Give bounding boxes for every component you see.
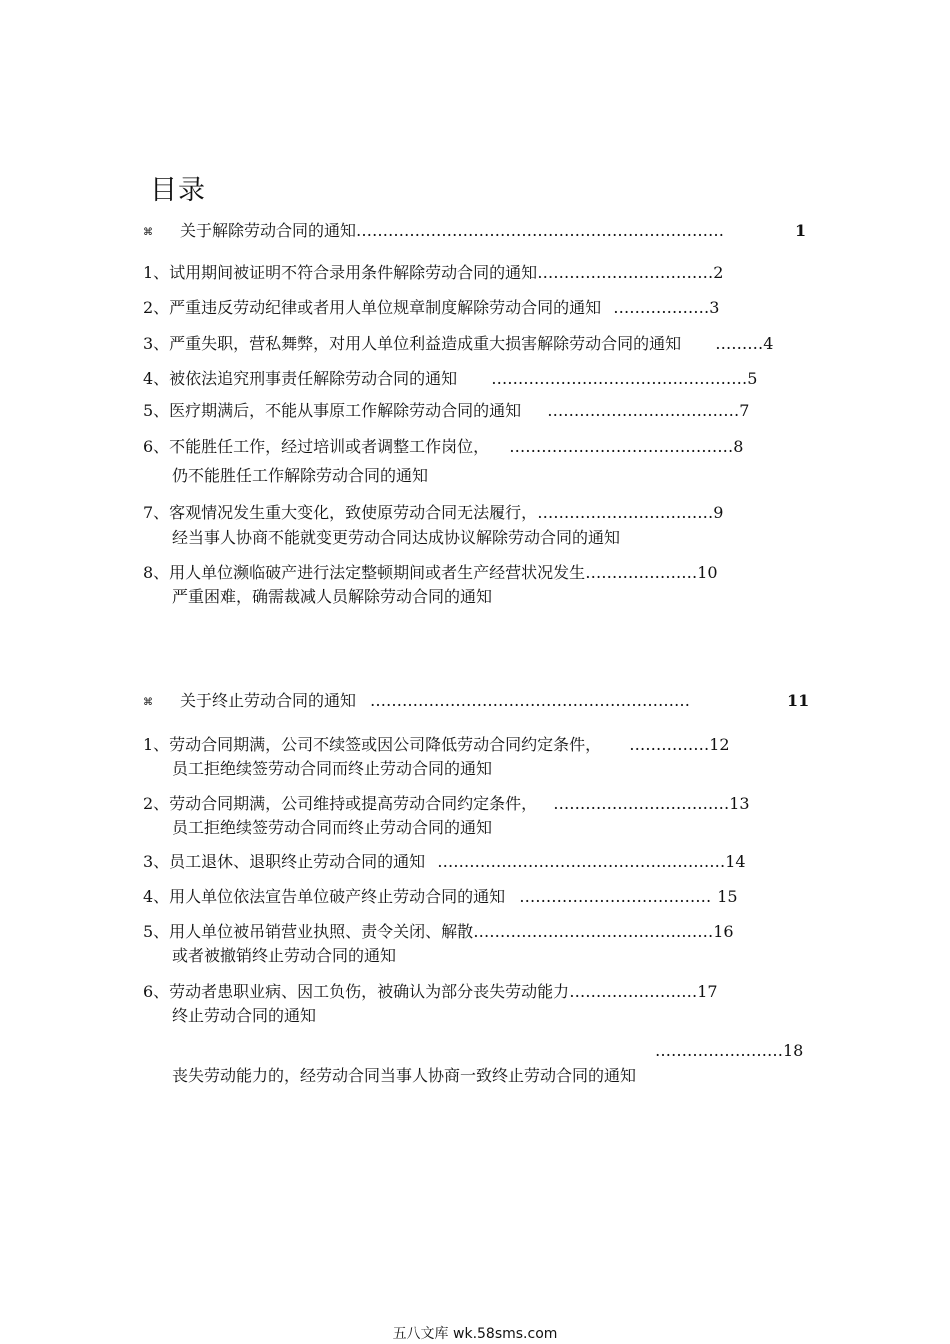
entry-leader: ………………… [585, 563, 698, 582]
section-2-page: 11 [787, 691, 810, 710]
entry-page: 4 [763, 334, 774, 353]
entry-leader: ……………………………………… [473, 922, 714, 941]
toc-entry-2-6[interactable] [143, 981, 718, 1003]
toc-entry-1-6-cont[interactable]: 仍不能胜任工作解除劳动合同的通知 [172, 466, 429, 485]
entry-text: 4、被依法追究刑事责任解除劳动合同的通知 [143, 369, 458, 388]
entry-page: 15 [717, 887, 738, 906]
entry-leader: ……… [715, 334, 764, 353]
section-2-bullet-icon: ⌘ [143, 697, 153, 708]
entry-text: 7、客观情况发生重大变化，致使原劳动合同无法履行， [143, 503, 538, 522]
entry-text: 3、员工退休、退职终止劳动合同的通知 [143, 852, 426, 871]
entry-page: 8 [733, 437, 744, 456]
toc-entry-1-7[interactable] [143, 502, 723, 524]
section-2-label: 关于终止劳动合同的通知 [180, 691, 357, 710]
entry-leader: …………………… [655, 1041, 783, 1060]
entry-page: 14 [725, 852, 746, 871]
entry-text: 6、劳动者患职业病、因工负伤，被确认为部分丧失劳动能力 [143, 982, 570, 1001]
footer-watermark: 五八文库 wk.58sms.com [392, 1326, 558, 1342]
entry-leader: ………………………………………… [491, 369, 748, 388]
toc-entry-2-3[interactable] [143, 851, 746, 873]
entry-page: 3 [709, 298, 720, 317]
entry-page: 13 [729, 794, 750, 813]
section-2-leader: …………………………………………………… [370, 691, 691, 710]
entry-page: 12 [709, 735, 730, 754]
entry-text: 8、用人单位濒临破产进行法定整顿期间或者生产经营状况发生 [143, 563, 586, 582]
section-1-leader: …………………………………………………………… [356, 221, 725, 240]
toc-entry-1-4[interactable] [143, 368, 757, 390]
entry-page: 7 [739, 401, 750, 420]
entry-page: 10 [697, 563, 718, 582]
section-1-label: 关于解除劳动合同的通知 [180, 221, 357, 240]
entry-leader: …………………………… [553, 794, 730, 813]
entry-leader: ……………………………… [519, 887, 712, 906]
entry-text: 1、试用期间被证明不符合录用条件解除劳动合同的通知 [143, 263, 538, 282]
toc-entry-1-5[interactable] [143, 400, 749, 422]
section-1-bullet-icon: ⌘ [143, 227, 153, 238]
toc-entry-2-2[interactable] [143, 793, 750, 815]
toc-title: 目录 [150, 175, 206, 206]
entry-leader: ……………… [613, 298, 710, 317]
toc-entry-2-4[interactable] [143, 886, 738, 908]
toc-entry-2-1-cont[interactable]: 员工拒绝续签劳动合同而终止劳动合同的通知 [172, 759, 493, 778]
section-2-title[interactable] [180, 690, 690, 712]
toc-entry-2-7[interactable] [655, 1040, 803, 1062]
entry-text: 5、用人单位被吊销营业执照、责令关闭、解散 [143, 922, 474, 941]
entry-text: 4、用人单位依法宣告单位破产终止劳动合同的通知 [143, 887, 506, 906]
entry-text: 2、严重违反劳动纪律或者用人单位规章制度解除劳动合同的通知 [143, 298, 602, 317]
entry-page: 18 [783, 1041, 804, 1060]
toc-entry-1-6[interactable] [143, 436, 743, 458]
toc-entry-2-7-cont[interactable]: 丧失劳动能力的，经劳动合同当事人协商一致终止劳动合同的通知 [172, 1066, 637, 1085]
section-1-title[interactable] [180, 220, 724, 242]
toc-entry-1-2[interactable] [143, 297, 719, 319]
section-1-page: 1 [795, 221, 807, 240]
entry-leader: …………………………… [537, 263, 714, 282]
entry-page: 5 [747, 369, 758, 388]
entry-text: 2、劳动合同期满，公司维持或提高劳动合同约定条件， [143, 794, 538, 813]
entry-text: 5、医疗期满后，不能从事原工作解除劳动合同的通知 [143, 401, 522, 420]
entry-page: 17 [697, 982, 718, 1001]
toc-entry-1-1[interactable] [143, 262, 723, 284]
entry-leader: …………………… [569, 982, 698, 1001]
entry-text: 3、严重失职，营私舞弊，对用人单位利益造成重大损害解除劳动合同的通知 [143, 334, 682, 353]
toc-entry-1-8-cont[interactable]: 严重困难，确需裁减人员解除劳动合同的通知 [172, 587, 493, 606]
entry-leader: ……………………………………………… [437, 852, 726, 871]
entry-page: 2 [713, 263, 724, 282]
toc-entry-1-8[interactable] [143, 562, 718, 584]
entry-text: 1、劳动合同期满，公司不续签或因公司降低劳动合同约定条件， [143, 735, 602, 754]
toc-entry-1-7-cont[interactable]: 经当事人协商不能就变更劳动合同达成协议解除劳动合同的通知 [172, 528, 621, 547]
toc-entry-1-3[interactable] [143, 333, 773, 355]
toc-entry-2-2-cont[interactable]: 员工拒绝续签劳动合同而终止劳动合同的通知 [172, 818, 493, 837]
toc-entry-2-6-cont[interactable]: 终止劳动合同的通知 [172, 1006, 317, 1025]
entry-leader: …………………………… [537, 503, 714, 522]
entry-leader: …………… [629, 735, 710, 754]
toc-entry-2-5-cont[interactable]: 或者被撤销终止劳动合同的通知 [172, 946, 397, 965]
entry-text: 6、不能胜任工作，经过培训或者调整工作岗位， [143, 437, 490, 456]
entry-leader: …………………………………… [509, 437, 734, 456]
toc-entry-2-5[interactable] [143, 921, 734, 943]
entry-page: 16 [713, 922, 734, 941]
toc-entry-2-1[interactable] [143, 734, 730, 756]
entry-page: 9 [713, 503, 724, 522]
entry-leader: ……………………………… [547, 401, 740, 420]
